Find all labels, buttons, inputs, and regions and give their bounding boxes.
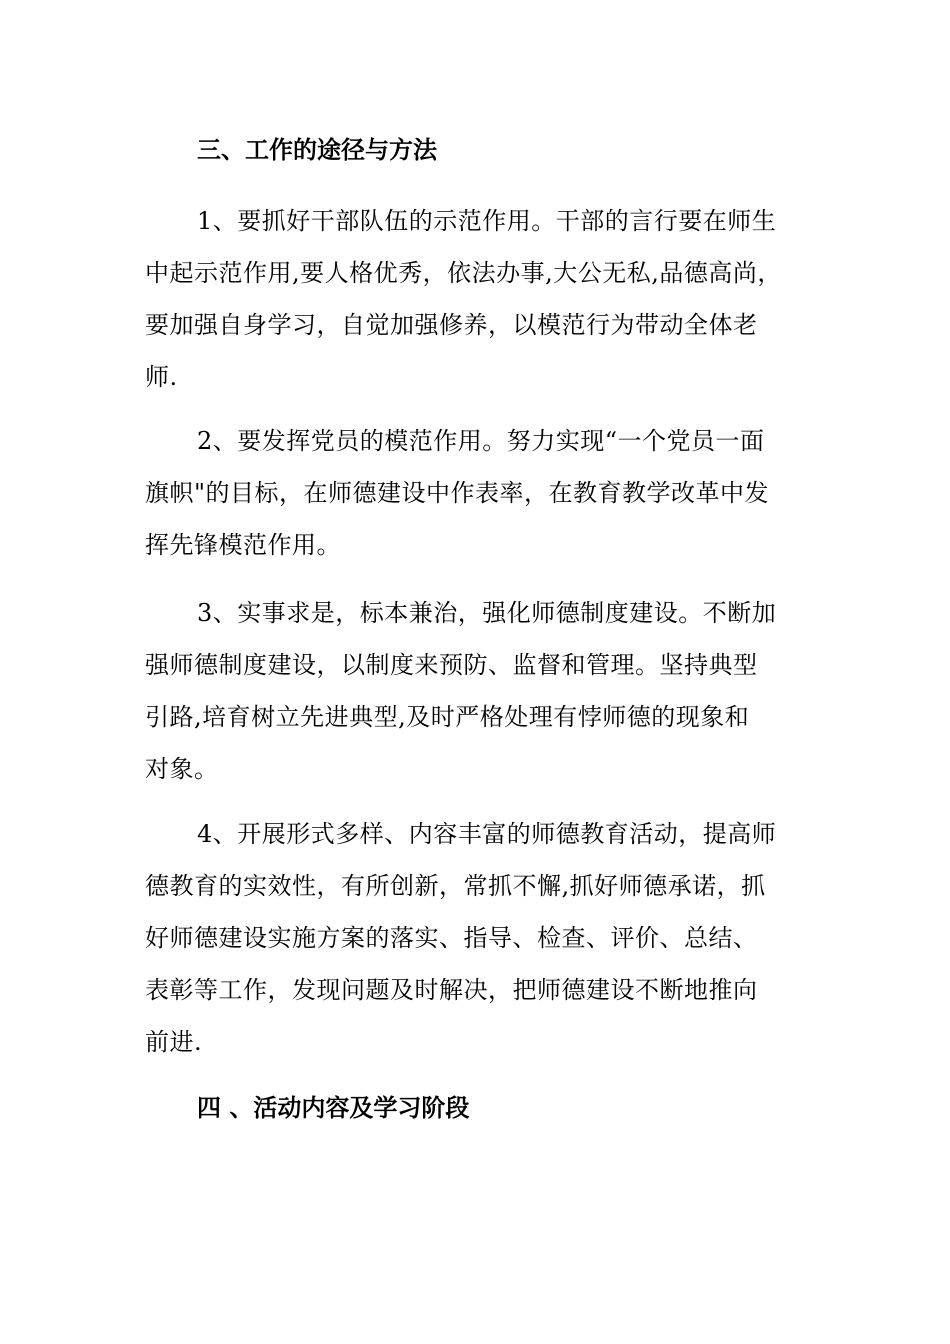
paragraph-4 — [145, 808, 815, 1068]
paragraph-line: 4、开展形式多样、内容丰富的师德教育活动，提高师 — [197, 820, 777, 848]
paragraph-line: 旗帜"的目标，在师德建设中作表率，在教育教学改革中发 — [145, 479, 770, 507]
paragraph-3 — [145, 587, 815, 795]
section-heading-3: 三、工作的途径与方法 — [197, 135, 437, 164]
paragraph-line: 表彰等工作，发现问题及时解决，把师德建设不断地推向 — [145, 976, 758, 1004]
paragraph-line: 2、要发挥党员的模范作用。努力实现“一个党员一面 — [197, 427, 765, 455]
paragraph-line: 德教育的实效性，有所创新，常抓不懈,抓好师德承诺，抓 — [145, 872, 766, 900]
paragraph-line: 前进. — [145, 1028, 203, 1056]
section-heading-4: 四 、活动内容及学习阶段 — [197, 1093, 470, 1122]
paragraph-line: 引路,培育树立先进典型,及时严格处理有悖师德的现象和 — [145, 703, 750, 731]
paragraph-line: 对象。 — [145, 755, 219, 783]
paragraph-1 — [145, 195, 815, 403]
paragraph-line: 中起示范作用,要人格优秀，依法办事,大公无私,品德高尚， — [145, 259, 782, 287]
paragraph-line: 3、实事求是，标本兼治，强化师德制度建设。不断加 — [197, 599, 777, 627]
paragraph-2 — [145, 415, 815, 571]
paragraph-line: 师. — [145, 363, 178, 391]
paragraph-line: 好师德建设实施方案的落实、指导、检查、评价、总结、 — [145, 924, 758, 952]
paragraph-line: 要加强自身学习，自觉加强修养，以模范行为带动全体老 — [145, 311, 758, 339]
paragraph-line: 挥先锋模范作用。 — [145, 531, 341, 559]
paragraph-line: 1、要抓好干部队伍的示范作用。干部的言行要在师生 — [197, 207, 777, 235]
paragraph-line: 强师德制度建设，以制度来预防、监督和管理。坚持典型 — [145, 651, 758, 679]
